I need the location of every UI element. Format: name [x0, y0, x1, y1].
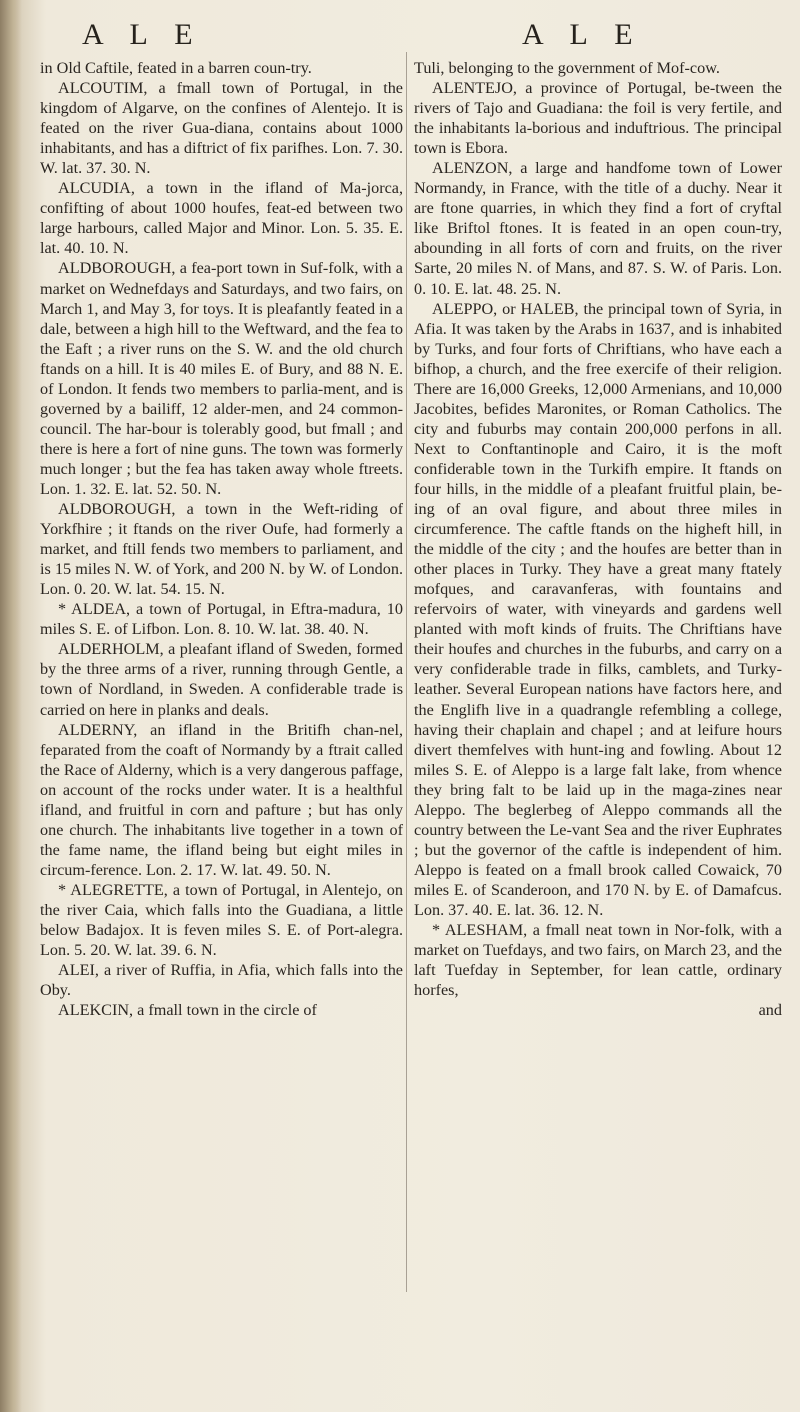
page-gutter: [0, 0, 22, 1412]
catchword: and: [758, 1001, 782, 1020]
entry-paragraph: Tuli, belonging to the government of Mof-cow.: [414, 59, 720, 77]
entry-paragraph: * ALEGRETTE, a town of Portugal, in Alentejo, on the river Caia, which falls into the Guadiana, a little below Badajox. It is feven miles S. E. of Port-alegra. Lon. 5. 20. W. lat. 39. 6. N.: [40, 880, 403, 960]
entry-paragraph: ALEPPO, or HALEB, the principal town of Syria, in Afia. It was taken by the Arabs in 1637, and is inhabited by Turks, and four forts of Chriftians, who have each a bifhop, a church, and the free exercife of their religion. There are 16,000 Greeks, 12,000 Armenians, and 10,000 Jacobites, befides Maronites, or Roman Catholics. The city and fuburbs may contain 200,000 perfons in all. Next to Conftantinople and Cairo, it is the moft confiderable town in the Turkifh empire. It ftands on four hills, in the middle of a pleafant fruitful plain, be-ing of an oval figure, and about three miles in circumference. The caftle ftands on the higheft hill, in the middle of the city ; and the houfes are better than in other places in Turky. They have a great many ftately mofques, and caravanferas, with fountains and refervoirs of water, with vineyards and gardens well planted with moft kinds of fruits. The Chriftians have their houfes and churches in the fuburbs, and carry on a very confiderable trade in filks, camblets, and Turky-leather. Several European nations have factors here, and the Englifh live in a quadrangle refembling a college, having their chaplain and chapel ; and at leifure hours divert themfelves with hunt-ing and fowling. About 12 miles S. E. of Aleppo is a large falt lake, from whence they bring falt to be laid up in the maga-zines near Aleppo. The beglerbeg of Aleppo commands all the country between the Le-vant Sea and the river Euphrates ; but the governor of the caftle is independent of him. Aleppo is feated on a fmall brook called Cowaick, 70 miles E. of Scanderoon, and 170 N. by E. of Damafcus. Lon. 37. 40. E. lat. 36. 12. N.: [414, 299, 782, 919]
entry-paragraph: ALDBOROUGH, a fea-port town in Suf-folk, with a market on Wednefdays and Saturdays, and two fairs, on March 1, and May 3, for toys. It is pleafantly feated in a dale, between a high hill to the Weftward, and the fea to the Eaft ; a river runs on the S. W. and the old church ftands on a hill. It is 40 miles E. of Bury, and 88 N. E. of London. It fends two members to parlia-ment, and is governed by a bailiff, 12 alder-men, and 24 common-council. The har-bour is tolerably good, but fmall ; and there is here a fort of nine guns. The town was formerly much longer ; but the fea has taken away whole ftreets. Lon. 1. 32. E. lat. 52. 50. N.: [40, 259, 403, 498]
column-divider: [406, 52, 407, 1292]
entry-paragraph: ALCUDIA, a town in the ifland of Ma-jorca, confifting of about 1000 houfes, feat-ed between two large harbours, called Major and Minor. Lon. 5. 35. E. lat. 40. 10. N.: [40, 179, 403, 258]
entry-paragraph: * ALESHAM, a fmall neat town in Nor-folk, with a market on Tuefdays, and two fairs, on March 23, and the laft Tuefday in September, for lean cattle, ordinary horfes,: [414, 921, 782, 1000]
entry-paragraph: ALEI, a river of Ruffia, in Afia, which falls into the Oby.: [40, 961, 403, 1000]
entry-paragraph: ALENTEJO, a province of Portugal, be-tween the rivers of Tajo and Guadiana: the foil is very fertile, and the inhabitants la-borious and induftrious. The principal town is Ebora.: [414, 79, 782, 158]
running-head-left: A L E: [82, 18, 203, 51]
entry-paragraph: * ALDEA, a town of Portugal, in Eftra-madura, 10 miles S. E. of Lifbon. Lon. 8. 10. W. lat. 38. 40. N.: [40, 600, 403, 639]
entry-paragraph: ALDBOROUGH, a town in the Weft-riding of Yorkfhire ; it ftands on the river Oufe, had formerly a market, and ftill fends two members to parliament, and is 15 miles N. W. of York, and 200 N. by W. of London. Lon. 0. 20. W. lat. 54. 15. N.: [40, 500, 403, 599]
right-column: [414, 58, 782, 1020]
entry-paragraph: ALDERNY, an ifland in the Britifh chan-nel, feparated from the coaft of Normandy by a ftrait called the Race of Alderny, which is a very dangerous paffage, on account of the rocks under water. It is a healthful ifland, and fruitful in corn and pafture ; but has only one church. The inhabitants live together in a town of the fame name, the ifland being but eight miles in circum-ference. Lon. 2. 17. W. lat. 49. 50. N.: [40, 720, 403, 879]
entry-paragraph: ALENZON, a large and handfome town of Lower Normandy, in France, with the title of a duchy. Near it are ftone quarries, in which they find a fort of cryftal like Briftol ftones. It is feated in an open coun-try, abounding in all forts of corn and fruits, on the river Sarte, 20 miles N. of Mans, and 87. S. W. of Paris. Lon. 0. 10. E. lat. 48. 25. N.: [414, 159, 782, 298]
entry-paragraph: in Old Caftile, feated in a barren coun-try.: [40, 59, 312, 77]
entry-paragraph: ALDERHOLM, a pleafant ifland of Sweden, formed by the three arms of a river, running through Gentle, a town of Nordland, in Sweden. A confiderable trade is carried on here in planks and deals.: [40, 640, 403, 719]
running-head-right: A L E: [522, 18, 643, 51]
left-column: [40, 58, 403, 1020]
entry-paragraph: ALEKCIN, a fmall town in the circle of: [58, 1001, 317, 1020]
entry-paragraph: ALCOUTIM, a fmall town of Portugal, in the kingdom of Algarve, on the confines of Alentejo. It is feated on the river Gua-diana, contains about 1000 inhabitants, and has a diftrict of fix parifhes. Lon. 7. 30. W. lat. 37. 30. N.: [40, 79, 403, 178]
